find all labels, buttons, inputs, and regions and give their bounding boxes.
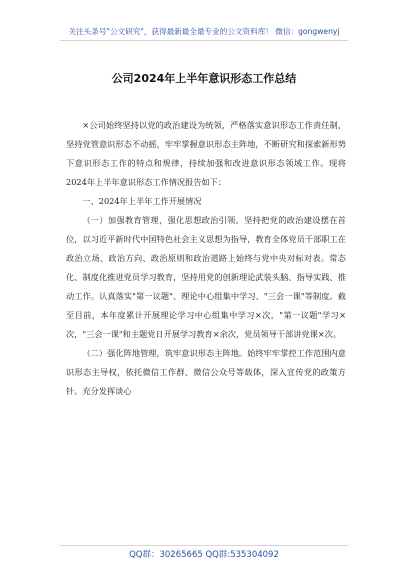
footer-contact: QQ群：30265665 QQ群:535304092 — [129, 550, 279, 560]
body-paragraph-1: （一）加强教育管理，强化思想政治引领。坚持把党的政治建设摆在首位，以习近平新时代中国特色社会主义思想为指导，教育全体党员干部职工在政治立场、政治方向、政治原则和政治道路上始终与党中央对标对表。常态化、制度化推进党员学习教育，坚持用党的创新理论武装头脑、指导实践、推动工作。认真落实"第一议题"、理论中心组集中学习、"三会一课"等制度。截至目前，本年度累计开展理论学习中心组集中学习×次，"第一议题"学习×次，"三会一课"和主题党日开展学习教育×余次，党员领导干部讲党课×次。 — [66, 215, 346, 339]
header-divider — [60, 40, 348, 41]
section-heading: 一、2024年上半年工作开展情况 — [82, 196, 202, 206]
document-title: 公司2024年上半年意识形态工作总结 — [111, 72, 297, 85]
header-promo-note: 关注头条号"公文研究"，获得最新最全最专业的公文资料库！ 微信：gongwenyj — [68, 27, 340, 36]
footer-divider — [60, 545, 348, 546]
document-body — [66, 116, 346, 401]
body-paragraph-2: （二）强化阵地管理，筑牢意识形态主阵地。始终牢牢掌控工作范围内意识形态主导权，依托微信工作群、微信公众号等载体，深入宣传党的政策方针。充分发挥谈心 — [66, 348, 346, 396]
intro-paragraph: ×公司始终坚持以党的政治建设为统领，严格落实意识形态工作责任制，坚持党管意识形态不动摇，牢牢掌握意识形态主阵地，不断研究和探索新形势下意识形态工作的特点和规律，持续加强和改进意识形态领域工作。现将2024年上半年意识形态工作情况报告如下： — [66, 120, 346, 187]
